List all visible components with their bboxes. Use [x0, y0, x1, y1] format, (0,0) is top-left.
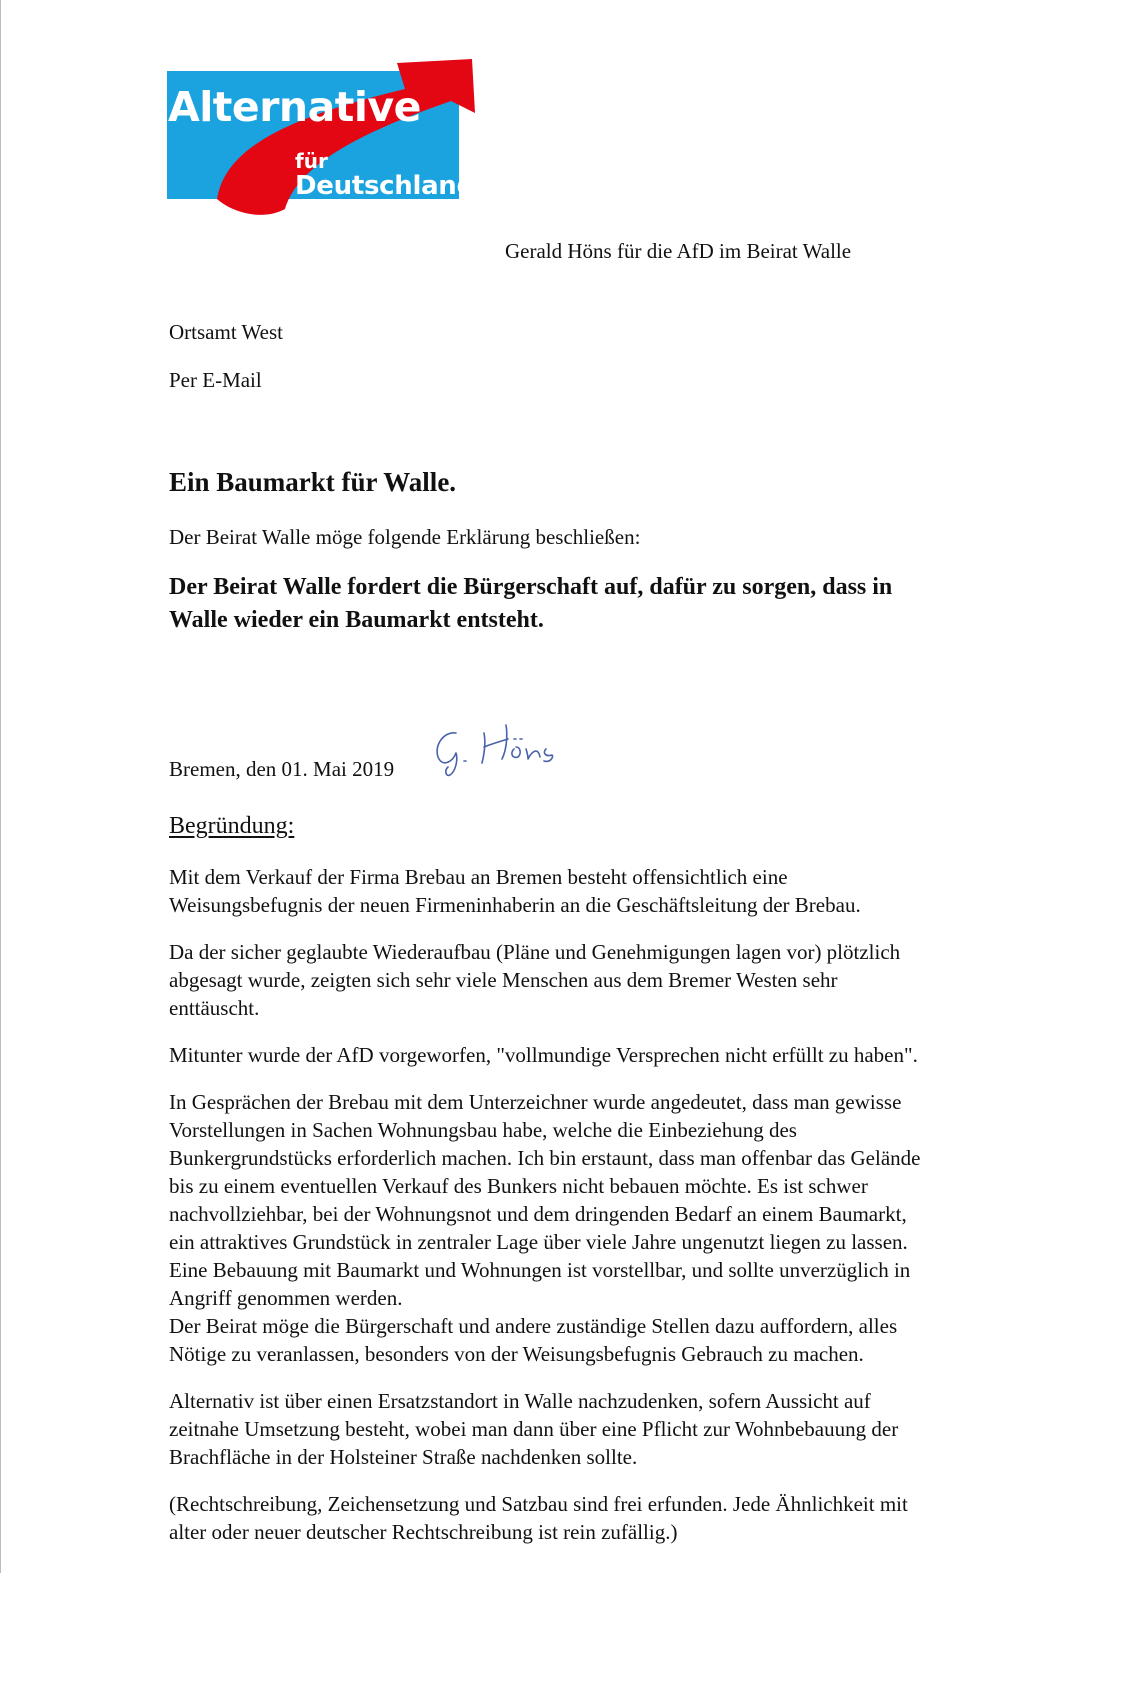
text-line: Angriff genommen werden. [169, 1286, 403, 1310]
party-logo-graphic [167, 55, 507, 227]
text-line: Eine Bebauung mit Baumarkt und Wohnungen ist vorstellbar, und sollte unverzüglich in [169, 1258, 911, 1282]
text-line: Der Beirat möge die Bürgerschaft und andere zuständige Stellen dazu auffordern, alles [169, 1314, 898, 1338]
motion-text [169, 571, 989, 637]
signature-drawing [428, 713, 578, 777]
text-line: (Rechtschreibung, Zeichensetzung und Satzbau sind frei erfunden. Jede Ähnlichkeit mit [169, 1492, 908, 1516]
paragraph [169, 1387, 989, 1471]
text-line: Bunkergrundstücks erforderlich machen. Ich bin erstaunt, dass man offenbar das Gelände [169, 1146, 921, 1170]
logo-word-main: Alternative [168, 83, 421, 131]
logo-word-small: für [295, 149, 328, 173]
text-line: abgesagt wurde, zeigten sich sehr viele Menschen aus dem Bremer Westen sehr [169, 968, 838, 992]
sender-line: Gerald Höns für die AfD im Beirat Walle [505, 239, 852, 263]
paragraph [169, 938, 989, 1022]
paragraph [169, 1041, 989, 1069]
paragraph [169, 863, 989, 919]
section-heading: Begründung: [169, 813, 295, 839]
text-line: enttäuscht. [169, 996, 260, 1020]
text-line: alter oder neuer deutscher Rechtschreibung ist rein zufällig.) [169, 1520, 678, 1544]
text-line: Weisungsbefugnis der neuen Firmeninhaberin an die Geschäftsleitung der Brebau. [169, 893, 861, 917]
text-line: zeitnahe Umsetzung besteht, wobei man dann über eine Pflicht zur Wohnbebauung der [169, 1417, 899, 1441]
place-and-date: Bremen, den 01. Mai 2019 [169, 757, 395, 781]
motion-line: Der Beirat Walle fordert die Bürgerschaft auf, dafür zu sorgen, dass in [169, 574, 893, 600]
text-line: Brachfläche in der Holsteiner Straße nachdenken sollte. [169, 1445, 638, 1469]
document-title: Ein Baumarkt für Walle. [169, 467, 457, 497]
delivery-method: Per E-Mail [169, 368, 262, 392]
recipient: Ortsamt West [169, 320, 283, 344]
text-line: Mitunter wurde der AfD vorgeworfen, "vollmundige Versprechen nicht erfüllt zu haben". [169, 1043, 918, 1067]
party-logo [167, 55, 507, 227]
motion-intro: Der Beirat Walle möge folgende Erklärung beschließen: [169, 525, 641, 549]
logo-word-country: Deutschland [295, 171, 475, 201]
text-line: ein attraktives Grundstück in zentraler Lage über viele Jahre ungenutzt liegen zu lassen. [169, 1230, 908, 1254]
motion-line: Walle wieder ein Baumarkt entsteht. [169, 607, 544, 633]
paragraph [169, 1088, 989, 1368]
text-line: Alternativ ist über einen Ersatzstandort in Walle nachzudenken, sofern Aussicht auf [169, 1389, 871, 1413]
text-line: Mit dem Verkauf der Firma Brebau an Bremen besteht offensichtlich eine [169, 865, 788, 889]
handwritten-signature [428, 713, 578, 777]
paragraph [169, 1490, 989, 1546]
justification-body [169, 863, 989, 1565]
text-line: Vorstellungen in Sachen Wohnungsbau habe, welche die Einbeziehung des [169, 1118, 797, 1142]
text-line: bis zu einem eventuellen Verkauf des Bunkers nicht bebauen möchte. Es ist schwer [169, 1174, 868, 1198]
text-line: Nötige zu veranlassen, besonders von der Weisungsbefugnis Gebrauch zu machen. [169, 1342, 864, 1366]
page-edge [0, 0, 1, 1573]
text-line: In Gesprächen der Brebau mit dem Unterzeichner wurde angedeutet, dass man gewisse [169, 1090, 902, 1114]
text-line: nachvollziehbar, bei der Wohnungsnot und dem dringenden Bedarf an einem Baumarkt, [169, 1202, 907, 1226]
text-line: Da der sicher geglaubte Wiederaufbau (Pläne und Genehmigungen lagen vor) plötzlich [169, 940, 901, 964]
